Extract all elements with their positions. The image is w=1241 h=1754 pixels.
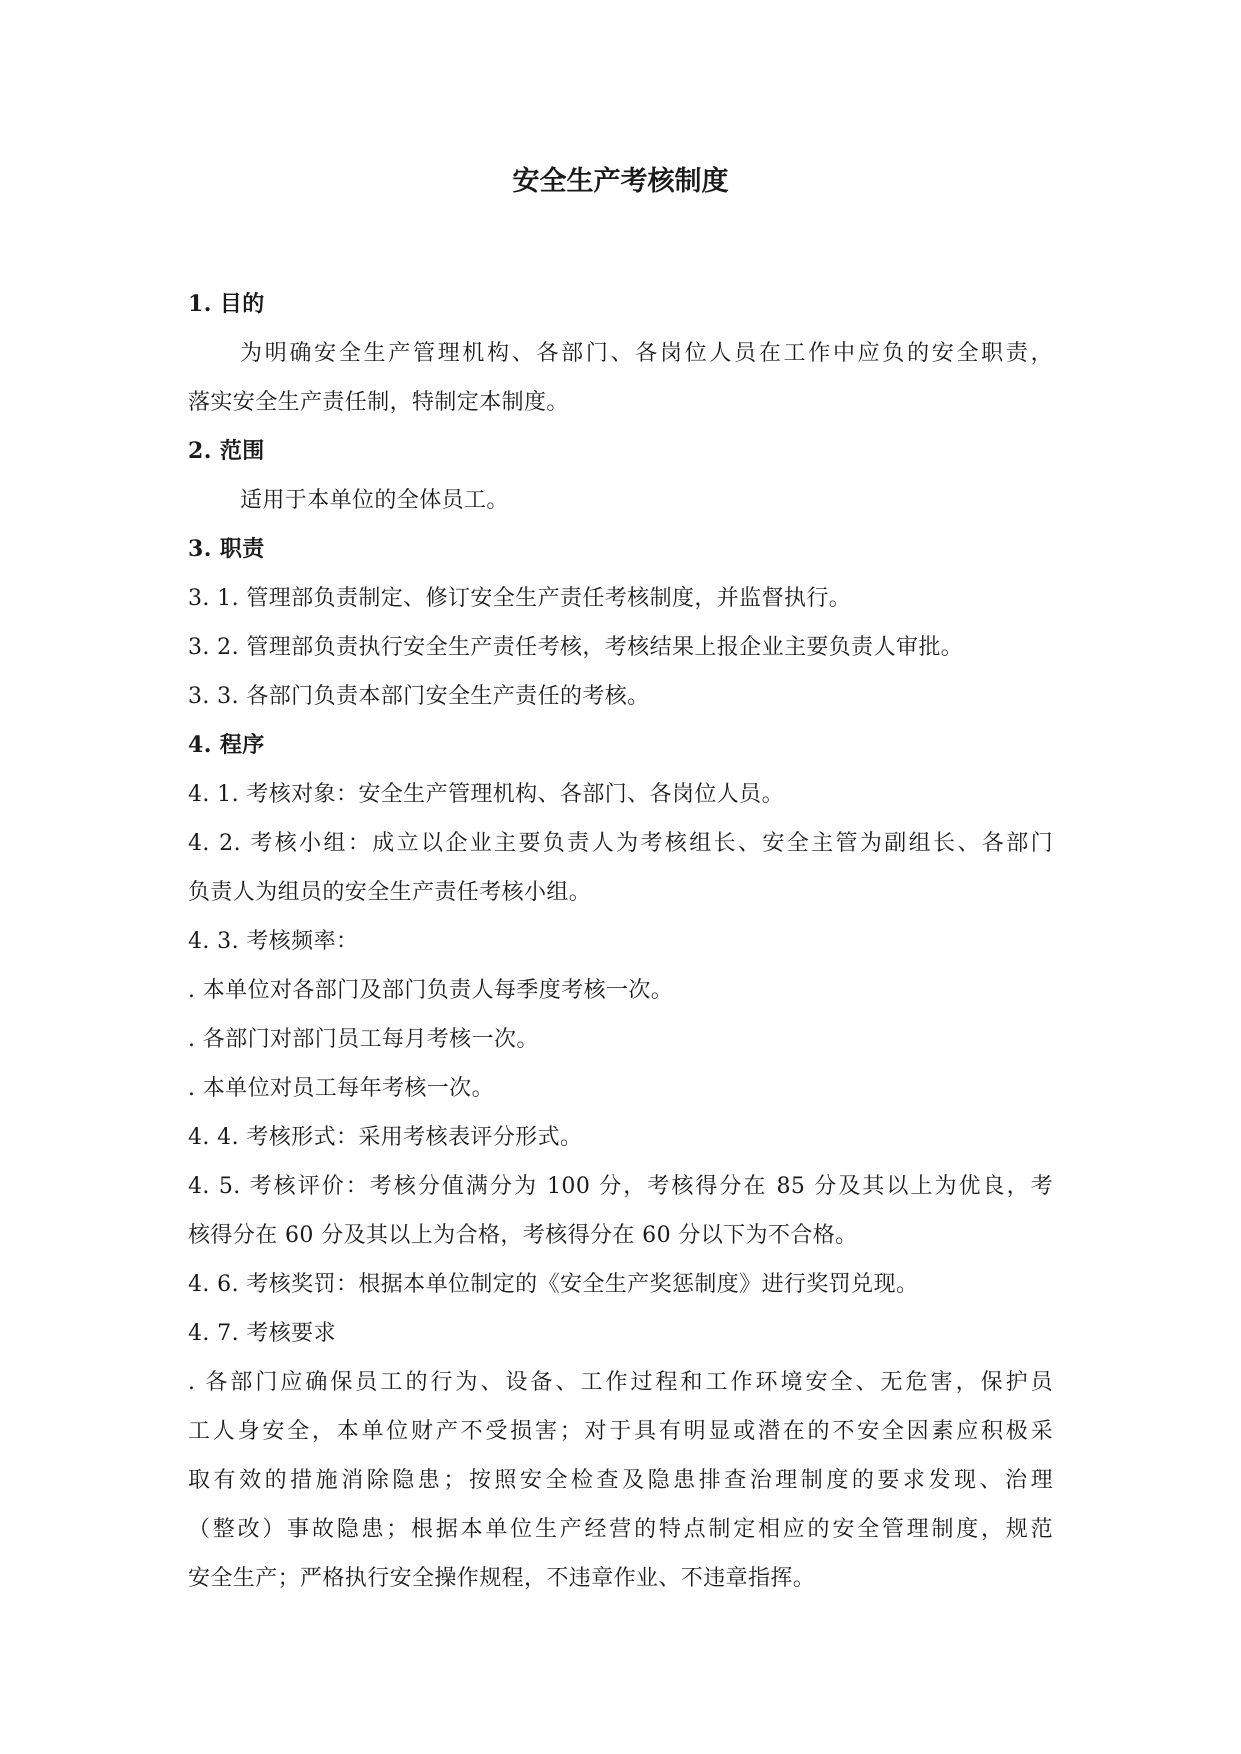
paragraph-line: . 各部门对部门员工每月考核一次。: [188, 1027, 539, 1052]
section-heading: 2. 范围: [188, 438, 265, 464]
paragraph-line: 3. 1. 管理部负责制定、修订安全生产责任考核制度，并监督执行。: [188, 586, 852, 611]
paragraph-line: 适用于本单位的全体员工。: [240, 488, 509, 513]
paragraph-line: 负责人为组员的安全生产责任考核小组。: [188, 880, 592, 905]
section-heading: 3. 职责: [188, 536, 265, 562]
document-content: [188, 158, 1053, 1603]
paragraph-line: 核得分在 60 分及其以上为合格，考核得分在 60 分以下为不合格。: [188, 1223, 858, 1248]
paragraph-line: 4. 3. 考核频率：: [188, 929, 359, 954]
section-heading: 4. 程序: [188, 732, 265, 758]
paragraph-line: 4. 4. 考核形式：采用考核表评分形式。: [188, 1125, 583, 1150]
page-title: 安全生产考核制度: [512, 166, 729, 197]
document-body: [188, 280, 1053, 1603]
paragraph-line: 落实安全生产责任制，特制定本制度。: [188, 390, 569, 415]
paragraph-line: 4. 5. 考核评价：考核分值满分为 100 分，考核得分在 85 分及其以上为优良，考: [188, 1174, 1053, 1199]
paragraph-line: 4. 6. 考核奖罚：根据本单位制定的《安全生产奖惩制度》进行奖罚兑现。: [188, 1272, 919, 1297]
paragraph-line: 取有效的措施消除隐患；按照安全检查及隐患排查治理制度的要求发现、治理: [188, 1468, 1053, 1493]
paragraph-line: . 本单位对各部门及部门负责人每季度考核一次。: [188, 978, 674, 1003]
paragraph-line: . 各部门应确保员工的行为、设备、工作过程和工作环境安全、无危害，保护员: [188, 1370, 1053, 1395]
paragraph-line: 4. 1. 考核对象：安全生产管理机构、各部门、各岗位人员。: [188, 782, 784, 807]
paragraph-line: 4. 2. 考核小组：成立以企业主要负责人为考核组长、安全主管为副组长、各部门: [188, 831, 1053, 856]
paragraph-line: （整改）事故隐患；根据本单位生产经营的特点制定相应的安全管理制度，规范: [188, 1517, 1053, 1542]
section-heading: 1. 目的: [188, 291, 265, 317]
paragraph-line: 4. 7. 考核要求: [188, 1321, 336, 1346]
paragraph-line: 为明确安全生产管理机构、各部门、各岗位人员在工作中应负的安全职责，: [240, 341, 1053, 366]
paragraph-line: 安全生产；严格执行安全操作规程，不违章作业、不违章指挥。: [188, 1566, 816, 1591]
paragraph-line: . 本单位对员工每年考核一次。: [188, 1076, 494, 1101]
paragraph-line: 3. 2. 管理部负责执行安全生产责任考核，考核结果上报企业主要负责人审批。: [188, 635, 964, 660]
paragraph-line: 3. 3. 各部门负责本部门安全生产责任的考核。: [188, 684, 650, 709]
paragraph-line: 工人身安全，本单位财产不受损害；对于具有明显或潜在的不安全因素应积极采: [188, 1419, 1053, 1444]
